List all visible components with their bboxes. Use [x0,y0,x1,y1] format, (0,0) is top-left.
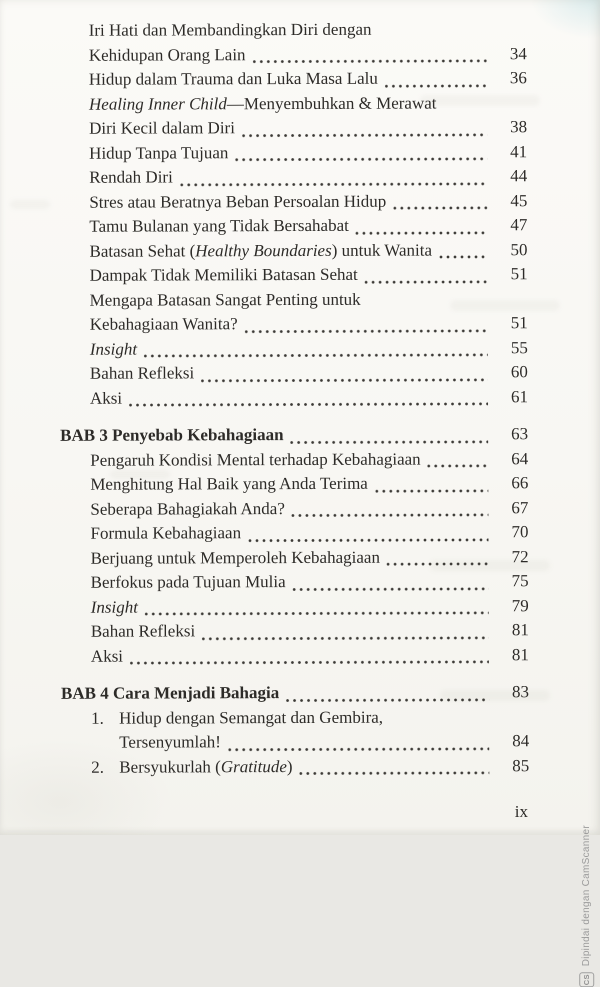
toc-entry-title: Aksi [89,388,123,408]
toc-entry-line [1,569,600,596]
toc-entry-title: Tersenyumlah! [119,732,221,752]
toc-entry-title: Aksi [90,646,124,666]
toc-entry [0,520,600,547]
toc-entry-title: BAB 3 Penyebab Kebahagiaan [60,425,284,445]
toc-entry [0,446,600,473]
dot-leader [385,66,487,91]
camscanner-watermark-label: Dipindai dengan CamScanner [581,825,592,967]
dot-leader [130,643,489,669]
toc-page-number: 44 [510,166,528,186]
toc-entry-line [0,66,599,93]
toc-entry-line [0,495,600,522]
toc-entry-line [1,680,600,707]
toc-entry [0,286,600,337]
toc-entry-title: Batasan Sehat (Healthy Boundaries) untuk Wanita [89,240,433,261]
dot-leader [202,618,489,644]
dot-leader [144,336,488,362]
dot-leader [290,422,488,447]
toc-entry-line [0,213,599,240]
toc-chapter-entry [0,422,600,449]
dot-leader [293,569,489,594]
toc-entry [0,335,600,362]
toc-page-number: 67 [511,497,529,517]
toc-entry-title: Rendah Diri [89,167,173,187]
toc-entry-line [0,471,600,498]
toc-entry-title: Iri Hati dan Membandingkan Diri dengan [88,19,372,40]
toc-page-number: 84 [512,731,530,751]
toc-entry-title: Berfokus pada Tujuan Mulia [90,572,286,592]
dot-leader [180,164,488,190]
toc-entry-title: Berjuang untuk Memperoleh Kebahagiaan [90,547,380,568]
toc-page-number: 79 [511,595,529,615]
toc-entry-number: 2. [91,757,105,777]
toc-list [0,17,600,780]
toc-entry [0,213,599,240]
toc-entry [0,384,600,411]
toc-page-number: 51 [510,264,528,284]
toc-entry-line [1,753,600,780]
toc-entry-line [1,593,600,620]
toc-entry-title: Insight [89,339,138,359]
dot-leader [387,545,489,570]
dot-leader [145,594,489,620]
dot-leader [252,42,486,67]
toc-entry [0,360,600,387]
toc-entry [0,188,599,215]
toc-entry-line [1,642,600,669]
toc-entry [0,66,599,93]
camscanner-watermark [579,825,594,987]
toc-entry-line [0,384,600,411]
page-folio-number: ix [514,802,528,821]
toc-entry-title: Diri Kecil dalam Diri [89,118,235,138]
toc-entry-line [0,41,599,68]
dot-leader [201,360,488,386]
toc-page-number: 38 [510,117,528,137]
dot-leader [365,262,488,287]
toc-page-number: 51 [510,313,528,333]
toc-entry-line [0,17,599,44]
toc-entry-title: Bahan Refleksi [89,363,195,383]
toc-page-number: 45 [510,190,528,210]
dot-leader [292,496,489,521]
toc-page-number: 66 [511,473,529,493]
toc-entry-line [0,422,600,449]
toc-entry-title: Seberapa Bahagiakah Anda? [90,498,285,519]
toc-page-number: 85 [512,755,530,775]
toc-page-number: 47 [510,215,528,235]
toc-entry-title: Pengaruh Kondisi Mental terhadap Kebahagiaan [90,449,421,470]
toc-entry-line [0,360,600,387]
toc-entry-title: Hidup dalam Trauma dan Luka Masa Lalu [88,68,378,89]
dot-leader [242,115,487,140]
toc-page-number: 34 [509,43,527,63]
toc-page-number: 55 [510,337,528,357]
toc-entry [1,569,600,596]
toc-entry-line [1,544,600,571]
dot-leader [248,520,488,545]
toc-entry-line [0,262,600,289]
dot-leader [129,385,488,411]
toc-page-number: 70 [511,522,529,542]
toc-entry-title: BAB 4 Cara Menjadi Bahagia [60,683,280,703]
toc-entry-line [1,704,600,731]
toc-entry-title: Stres atau Beratnya Beban Persoalan Hidup [89,191,387,212]
dot-leader [300,754,490,779]
toc-page-number: 81 [511,644,529,664]
dot-leader [356,213,488,238]
toc-entry [1,753,600,780]
toc-entry-title: Healing Inner Child—Menyembuhkan & Merawat [88,93,437,114]
dot-leader [428,447,489,472]
toc-entry [1,618,600,645]
toc-entry-line [0,520,600,547]
toc-entry [1,642,600,669]
toc-page-number: 64 [511,448,529,468]
toc-entry-line [0,139,599,166]
toc-entry [0,262,600,289]
toc-entry [0,495,600,522]
dot-leader [375,471,489,496]
toc-entry-title: Bersyukurlah (Gratitude) [119,756,293,777]
toc-entry [0,471,600,498]
toc-entry-line [0,335,600,362]
camscanner-logo-icon: CS [579,972,594,987]
toc-page-number: 83 [511,682,530,702]
dot-leader [235,140,487,165]
toc-page-number: 60 [510,362,528,382]
toc-entry [1,704,600,755]
toc-page-number: 61 [510,386,529,406]
toc-entry-title: Formula Kebahagiaan [90,523,242,543]
toc-entry-line [0,115,599,142]
toc-entry-title: Dampak Tidak Memiliki Batasan Sehat [89,264,358,285]
toc-entry-line [0,90,599,117]
toc-entry-line [0,446,600,473]
toc-entry-line [0,311,600,338]
toc-page-number: 75 [511,571,529,591]
toc-entry-title: Insight [90,597,138,617]
toc-entry-line [0,164,599,191]
toc-entry-title: Mengapa Batasan Sangat Penting untuk [89,289,361,310]
toc-entry [0,237,600,264]
toc-page-number: 41 [510,141,528,161]
toc-entry [1,544,600,571]
toc-chapter-entry [1,680,600,707]
toc-page-number: 63 [511,424,529,444]
toc-entry-number: 1. [91,708,104,728]
toc-entry-title: Kehidupan Orang Lain [88,44,246,65]
toc-entry [0,90,599,141]
toc-entry-line [1,729,600,756]
toc-entry-title: Tamu Bulanan yang Tidak Bersahabat [89,215,349,236]
toc-page-number: 36 [509,68,527,88]
toc-entry-title: Hidup Tanpa Tujuan [89,142,229,163]
dot-leader [245,311,488,336]
toc-entry-line [1,618,600,645]
dot-leader [228,729,489,754]
toc-entry [0,17,599,68]
dot-leader [286,680,489,705]
toc-page-number: 72 [511,546,529,566]
toc-entry [0,139,599,166]
toc-entry-line [0,237,600,264]
toc-entry [1,593,600,620]
toc-entry-title: Kebahagiaan Wanita? [89,314,238,334]
dot-leader [393,189,487,214]
toc-entry-title: Hidup dengan Semangat dan Gembira, [119,707,384,728]
toc-entry [0,164,599,191]
toc-entry-line [0,286,600,313]
toc-page-number: 81 [511,620,529,640]
toc-entry-line [0,188,599,215]
dot-leader [439,238,488,263]
toc-entry-title: Bahan Refleksi [90,621,196,641]
toc-page-number: 50 [510,239,528,259]
toc-entry-title: Menghitung Hal Baik yang Anda Terima [90,473,368,494]
